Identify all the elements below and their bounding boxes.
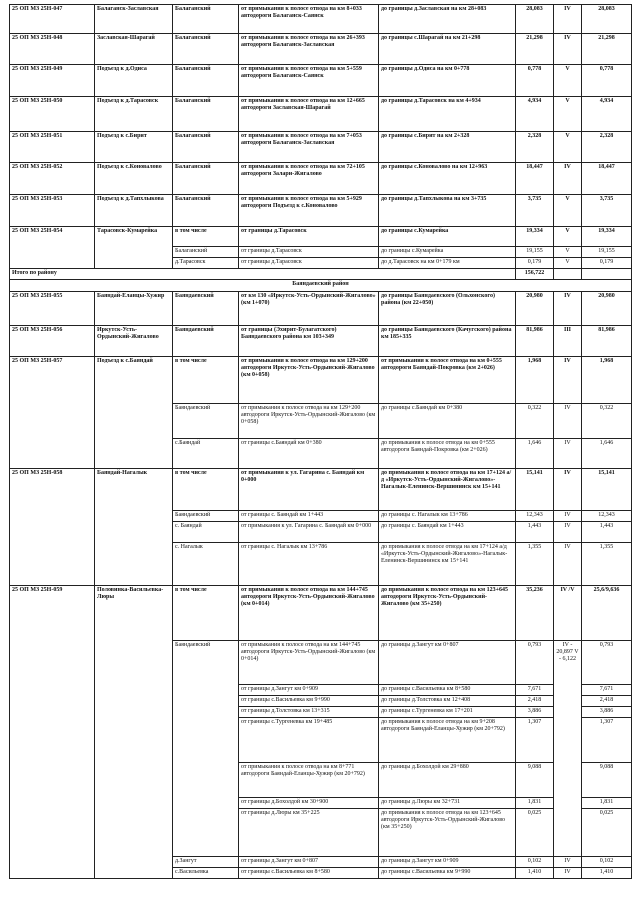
end-point: до д.Тарасовск на км 0+179 км — [379, 258, 516, 269]
length: 0,179 — [516, 258, 554, 269]
road-name: Подъезд к д.Одиса — [95, 65, 173, 97]
district: Баяндаевский — [173, 641, 239, 857]
district: Баяндаевский — [173, 511, 239, 522]
end-point: до границы с.Коновалово на км 12+963 — [379, 163, 516, 195]
start-point: от границы (Эхирит-Булагатского) Баяндаевского района км 103+349 — [239, 326, 379, 357]
district: Баяндаевский — [173, 404, 239, 439]
category: IV — [554, 857, 582, 868]
total: 1,410 — [582, 868, 632, 879]
district: в том числе — [173, 586, 239, 641]
total: 25,6/9,636 — [582, 586, 632, 641]
category: V — [554, 247, 582, 258]
end-point: от примыкания к полосе отвода на км 0+555 автодороги Баяндай-Покровка (км 2+026) — [379, 357, 516, 404]
total-value: 156,722 — [516, 269, 554, 280]
total: 2,418 — [582, 696, 632, 707]
road-code: 25 ОП МЗ 25Н-054 — [10, 227, 95, 269]
end-point: до границы д.Одиса на км 0+778 — [379, 65, 516, 97]
category: IV — [554, 357, 582, 404]
table-row — [10, 5, 632, 34]
table-row — [10, 292, 632, 326]
total: 18,447 — [582, 163, 632, 195]
end-point: до границы д.Бохолдой км 29+880 — [379, 763, 516, 798]
category: IV — [554, 543, 582, 586]
start-point: от границы с.Васильевка км 9+990 — [239, 696, 379, 707]
road-code: 25 ОП МЗ 25Н-052 — [10, 163, 95, 195]
district: Балаганский — [173, 132, 239, 163]
start-point: от границы д.Зангут км 0+909 — [239, 685, 379, 696]
start-point: от границы д.Бохолдой км 30+900 — [239, 798, 379, 809]
district: с. Баяндай — [173, 522, 239, 543]
start-point: от границы с.Тургеневка км 19+485 — [239, 718, 379, 763]
start-point: от границы д.Толстовка км 13+315 — [239, 707, 379, 718]
start-point: от границы д.Зангут км 0+807 — [239, 857, 379, 868]
start-point: от границы с.Васильевка км 8+580 — [239, 868, 379, 879]
start-point: от примыкания к полосе отвода на км 7+053 автодороги Балаганск-Заславская — [239, 132, 379, 163]
category: IV — [554, 522, 582, 543]
end-point: до границы д.Зангут км 0+807 — [379, 641, 516, 685]
table-row — [10, 227, 632, 247]
start-point: от границы с.Баяндай км 0+380 — [239, 439, 379, 469]
length: 1,410 — [516, 868, 554, 879]
end-point: до границы с.Васильевка км 8+580 — [379, 685, 516, 696]
category: IV - 20,897 V - 6,122 — [554, 641, 582, 857]
road-code: 25 ОП МЗ 25Н-051 — [10, 132, 95, 163]
total: 0,778 — [582, 65, 632, 97]
road-name: Половинка-Васильевка-Люры — [95, 586, 173, 879]
category: IV — [554, 469, 582, 511]
road-name: Подъезд к д.Тарасовск — [95, 97, 173, 132]
total: 0,102 — [582, 857, 632, 868]
total: 19,334 — [582, 227, 632, 247]
road-name: Баяндай-Еланцы-Хужир — [95, 292, 173, 326]
start-point: от примыкания к полосе отвода на км 26+393 автодороги Балаганск-Заславская — [239, 34, 379, 65]
district: в том числе — [173, 227, 239, 247]
district-total-row — [10, 269, 632, 280]
category: IV — [554, 292, 582, 326]
total: 3,886 — [582, 707, 632, 718]
end-point: до границы с.Кумарейка — [379, 247, 516, 258]
length: 9,088 — [516, 763, 554, 798]
end-point: до границы Баяндаевского (Качугского) района км 185+335 — [379, 326, 516, 357]
road-name: Тарасовск-Кумарейка — [95, 227, 173, 269]
end-point: до границы с.Шарагай на км 21+298 — [379, 34, 516, 65]
category: III — [554, 326, 582, 357]
road-name: Баяндай-Нагалык — [95, 469, 173, 586]
total: 15,141 — [582, 469, 632, 511]
road-name: Подъезд к с.Баяндай — [95, 357, 173, 469]
category: IV — [554, 163, 582, 195]
end-point: до границы д.Тарасовск на км 4+934 — [379, 97, 516, 132]
length: 7,671 — [516, 685, 554, 696]
total: 12,343 — [582, 511, 632, 522]
district: д.Тарасовск — [173, 258, 239, 269]
road-name: Иркутск-Усть-Ордынский-Жигалово — [95, 326, 173, 357]
category: IV — [554, 439, 582, 469]
category: IV — [554, 404, 582, 439]
district: Балаганский — [173, 195, 239, 227]
district: Балаганский — [173, 65, 239, 97]
length: 81,986 — [516, 326, 554, 357]
length: 21,298 — [516, 34, 554, 65]
length: 0,102 — [516, 857, 554, 868]
total: 1,355 — [582, 543, 632, 586]
total: 1,646 — [582, 439, 632, 469]
start-point: от примыкания к полосе отвода на км 144+745 автодороги Иркутск-Усть-Ордынский-Жигалово (км 0+014) — [239, 586, 379, 641]
road-code: 25 ОП МЗ 25Н-048 — [10, 34, 95, 65]
road-name: Заславская-Шарагай — [95, 34, 173, 65]
total: 3,735 — [582, 195, 632, 227]
total: 1,831 — [582, 798, 632, 809]
total: 28,083 — [582, 5, 632, 34]
road-code: 25 ОП МЗ 25Н-056 — [10, 326, 95, 357]
length: 1,831 — [516, 798, 554, 809]
category: IV — [554, 5, 582, 34]
total: 0,179 — [582, 258, 632, 269]
length: 0,793 — [516, 641, 554, 685]
district: Балаганский — [173, 97, 239, 132]
district: д.Зангут — [173, 857, 239, 868]
length: 1,307 — [516, 718, 554, 763]
end-point: до границы с.Тургеневка км 17+201 — [379, 707, 516, 718]
district: Балаганский — [173, 5, 239, 34]
road-code: 25 ОП МЗ 25Н-055 — [10, 292, 95, 326]
total: 9,088 — [582, 763, 632, 798]
section-title: Баяндаевский район — [10, 280, 632, 292]
district: Балаганский — [173, 163, 239, 195]
end-point: до границы д.Тапхлыкова на км 3+735 — [379, 195, 516, 227]
total: 0,025 — [582, 809, 632, 857]
road-code: 25 ОП МЗ 25Н-059 — [10, 586, 95, 879]
length: 1,355 — [516, 543, 554, 586]
length: 1,443 — [516, 522, 554, 543]
length: 20,980 — [516, 292, 554, 326]
total: 1,307 — [582, 718, 632, 763]
start-point: от примыкания к полосе отвода на км 8+771 автодороги Баяндай-Еланцы-Хужир (км 20+792) — [239, 763, 379, 798]
total: 1,968 — [582, 357, 632, 404]
length: 4,934 — [516, 97, 554, 132]
district: в том числе — [173, 357, 239, 404]
total: 2,328 — [582, 132, 632, 163]
end-point: до примыкания к полосе отвода на км 17+124 а/д «Иркутск-Усть-Ордынский-Жигалово»-Нагалык-Еленинск-Вершининск км 15+141 — [379, 543, 516, 586]
table-row — [10, 163, 632, 195]
table-row — [10, 586, 632, 641]
length: 35,236 — [516, 586, 554, 641]
length: 19,334 — [516, 227, 554, 247]
district: с.Баяндай — [173, 439, 239, 469]
table-row — [10, 34, 632, 65]
category: V — [554, 97, 582, 132]
end-point: до примыкания к полосе отвода на км 123+645 автодороги Иркутск-Усть-Ордынский-Жигалово (км 35+250) — [379, 809, 516, 857]
road-code: 25 ОП МЗ 25Н-049 — [10, 65, 95, 97]
length: 3,735 — [516, 195, 554, 227]
district: Баяндаевский — [173, 326, 239, 357]
start-point: от примыкания к полосе отвода на км 5+559 автодороги Балаганск-Саянск — [239, 65, 379, 97]
category: IV /V — [554, 586, 582, 641]
table-row — [10, 357, 632, 404]
road-code: 25 ОП МЗ 25Н-057 — [10, 357, 95, 469]
end-point: до границы д.Люры км 32+731 — [379, 798, 516, 809]
end-point: до границы с.Кумарейка — [379, 227, 516, 247]
length: 2,328 — [516, 132, 554, 163]
start-point: от км 130 «Иркутск-Усть-Ордынский-Жигалово» (км 1+070) — [239, 292, 379, 326]
start-point: от примыкания к ул. Гагарина с. Баяндай км 0+000 — [239, 469, 379, 511]
end-point: до границы д.Толстовка км 12+408 — [379, 696, 516, 707]
end-point: до примыкания к полосе отвода на км 0+555 автодороги Баяндай-Покровка (км 2+026) — [379, 439, 516, 469]
total: 0,793 — [582, 641, 632, 685]
end-point: до границы д.Заславская на км 28+083 — [379, 5, 516, 34]
total: 21,298 — [582, 34, 632, 65]
length: 28,083 — [516, 5, 554, 34]
start-point: от границы д.Тарасовск — [239, 227, 379, 247]
total: 20,980 — [582, 292, 632, 326]
length: 2,418 — [516, 696, 554, 707]
district: Балаганский — [173, 247, 239, 258]
road-name: Подъезд к с.Коновалово — [95, 163, 173, 195]
length: 12,343 — [516, 511, 554, 522]
category: V — [554, 227, 582, 247]
table-row — [10, 65, 632, 97]
table-row — [10, 97, 632, 132]
total: 19,155 — [582, 247, 632, 258]
start-point: от примыкания к полосе отвода на км 5+929 автодороги Подъезд к с.Коновалово — [239, 195, 379, 227]
length: 1,646 — [516, 439, 554, 469]
end-point: до границы д.Зангут км 0+909 — [379, 857, 516, 868]
length: 19,155 — [516, 247, 554, 258]
length: 0,778 — [516, 65, 554, 97]
start-point: от границы д.Люры км 35+225 — [239, 809, 379, 857]
district: Баяндаевский — [173, 292, 239, 326]
length: 15,141 — [516, 469, 554, 511]
total: 1,443 — [582, 522, 632, 543]
end-point: до границы с.Бирит на км 2+328 — [379, 132, 516, 163]
end-point: до примыкания к полосе отвода на км 123+645 автодороги Иркутск-Усть-Ордынский-Жигалово (км 35+250) — [379, 586, 516, 641]
district: с.Васильевка — [173, 868, 239, 879]
start-point: от примыкания к полосе отвода на км 129+200 автодороги Иркутск-Усть-Ордынский-Жигалово (км 0+058) — [239, 404, 379, 439]
category: V — [554, 132, 582, 163]
length: 0,322 — [516, 404, 554, 439]
road-code: 25 ОП МЗ 25Н-050 — [10, 97, 95, 132]
end-point: до границы с.Васильевка км 9+990 — [379, 868, 516, 879]
length: 3,886 — [516, 707, 554, 718]
end-point: до границы Баяндаевского (Ольхонского) района (км 22+050) — [379, 292, 516, 326]
end-point: до границы с.Баяндай км 0+380 — [379, 404, 516, 439]
category: IV — [554, 511, 582, 522]
start-point: от границы с. Нагалык км 13+786 — [239, 543, 379, 586]
length: 0,025 — [516, 809, 554, 857]
length: 18,447 — [516, 163, 554, 195]
start-point: от примыкания к полосе отвода на км 144+745 автодороги Иркутск-Усть-Ордынский-Жигалово (км 0+014) — [239, 641, 379, 685]
start-point: от границы д.Тарасовск — [239, 247, 379, 258]
table-row — [10, 326, 632, 357]
start-point: от примыкания к полосе отвода на км 8+033 автодороги Балаганск-Саянск — [239, 5, 379, 34]
district: с. Нагалык — [173, 543, 239, 586]
category: V — [554, 65, 582, 97]
road-code: 25 ОП МЗ 25Н-058 — [10, 469, 95, 586]
category: V — [554, 258, 582, 269]
category: IV — [554, 868, 582, 879]
road-name: Подъезд к д.Тапхлыкова — [95, 195, 173, 227]
end-point: до границы с. Нагалык км 13+786 — [379, 511, 516, 522]
start-point: от примыкания к полосе отвода на км 129+200 автодороги Иркутск-Усть-Ордынский-Жигалово (км 0+058) — [239, 357, 379, 404]
table-row — [10, 195, 632, 227]
road-name: Подъезд к с.Бирит — [95, 132, 173, 163]
start-point: от границы д.Тарасовск — [239, 258, 379, 269]
road-code: 25 ОП МЗ 25Н-053 — [10, 195, 95, 227]
end-point: до примыкания к полосе отвода на км 9+208 автодороги Баяндай-Еланцы-Хужир (км 20+792) — [379, 718, 516, 763]
section-header-row — [10, 280, 632, 292]
road-name: Балаганск-Заславская — [95, 5, 173, 34]
category: V — [554, 195, 582, 227]
total-label: Итого по району — [10, 269, 516, 280]
start-point: от примыкания к полосе отвода на км 72+105 автодороги Залари-Жигалово — [239, 163, 379, 195]
roads-table — [9, 4, 632, 879]
road-code: 25 ОП МЗ 25Н-047 — [10, 5, 95, 34]
end-point: до примыкания к полосе отвода на км 17+124 а/д «Иркутск-Усть-Ордынский-Жигалово»-Нагалык-Еленинск-Вершининск км 15+141 — [379, 469, 516, 511]
end-point: до границы с. Баяндай км 1+443 — [379, 522, 516, 543]
start-point: от границы с. Баяндай км 1+443 — [239, 511, 379, 522]
total: 0,322 — [582, 404, 632, 439]
district: Балаганский — [173, 34, 239, 65]
category: IV — [554, 34, 582, 65]
district: в том числе — [173, 469, 239, 511]
total: 81,986 — [582, 326, 632, 357]
table-row — [10, 132, 632, 163]
start-point: от примыкания к ул. Гагарина с. Баяндай км 0+000 — [239, 522, 379, 543]
total: 7,671 — [582, 685, 632, 696]
start-point: от примыкания к полосе отвода на км 12+665 автодороги Заславская-Шарагай — [239, 97, 379, 132]
length: 1,968 — [516, 357, 554, 404]
total: 4,934 — [582, 97, 632, 132]
table-row — [10, 469, 632, 511]
